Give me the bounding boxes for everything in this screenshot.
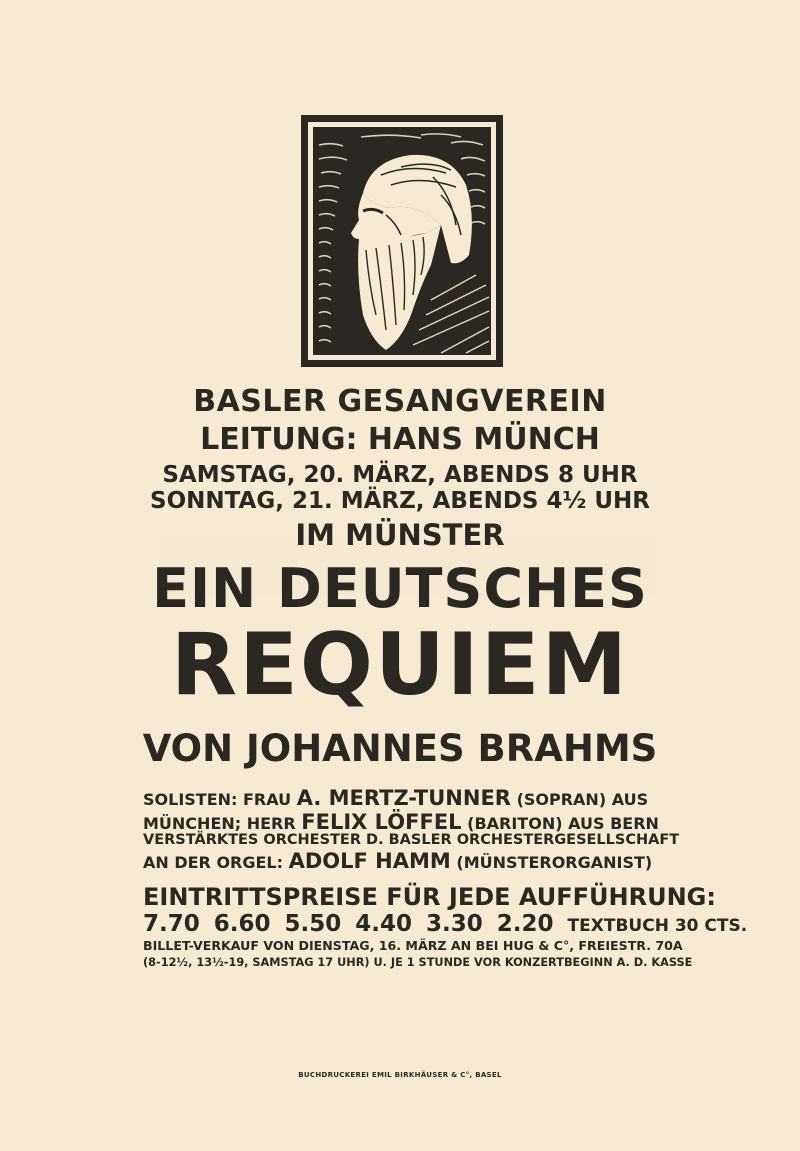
orchestra-line: VERSTÄRKTES ORCHESTER D. BASLER ORCHESTERGESELLSCHAFT [143, 832, 680, 848]
soloists-line-2 [143, 810, 663, 834]
composer-line: VON JOHANNES BRAHMS [142, 727, 658, 770]
soloists-prefix: SOLISTEN: FRAU [143, 790, 292, 809]
textbook-price: TEXTBUCH 30 CTS. [567, 916, 748, 936]
soprano-role: (SOPRAN) AUS [516, 790, 649, 809]
organist-name: ADOLF HAMM [288, 849, 451, 873]
ticket-sale-line-2: (8-12½, 13½-19, SAMSTAG 17 UHR) U. JE 1 STUNDE VOR KONZERTBEGINN A. D. KASSE [143, 956, 693, 969]
organ-line [143, 849, 663, 873]
organist-role: (MÜNSTERORGANIST) [456, 853, 653, 872]
date-line-1: SAMSTAG, 20. MÄRZ, ABENDS 8 UHR [162, 462, 638, 488]
soloists-line-1 [143, 786, 663, 810]
society-name: BASLER GESANGVEREIN [193, 384, 607, 419]
prices-line [143, 911, 748, 937]
woodcut-portrait-image [301, 115, 503, 367]
ticket-sale-line-1: BILLET-VERKAUF VON DIENSTAG, 16. MÄRZ AN BEI HUG & C°, FREIESTR. 70A [143, 938, 683, 953]
venue-line: IM MÜNSTER [295, 518, 505, 552]
title-line-2: REQUIEM [170, 615, 630, 715]
printer-credit: BUCHDRUCKEREI EMIL BIRKHÄUSER & C°, BASEL [298, 1071, 502, 1079]
baritone-role: (BARITON) AUS BERN [467, 814, 659, 833]
city-munich: MÜNCHEN; HERR [143, 814, 296, 833]
baritone-name: FELIX LÖFFEL [301, 810, 462, 834]
price-list: 7.70 6.60 5.50 4.40 3.30 2.20 [143, 911, 554, 937]
date-line-2: SONNTAG, 21. MÄRZ, ABENDS 4½ UHR [150, 488, 650, 514]
conductor-line: LEITUNG: HANS MÜNCH [200, 422, 600, 457]
organ-prefix: AN DER ORGEL: [143, 853, 284, 872]
prices-heading: EINTRITTSPREISE FÜR JEDE AUFFÜHRUNG: [143, 883, 716, 911]
title-line-1: EIN DEUTSCHES [152, 557, 648, 620]
soprano-name: A. MERTZ-TUNNER [296, 786, 511, 810]
